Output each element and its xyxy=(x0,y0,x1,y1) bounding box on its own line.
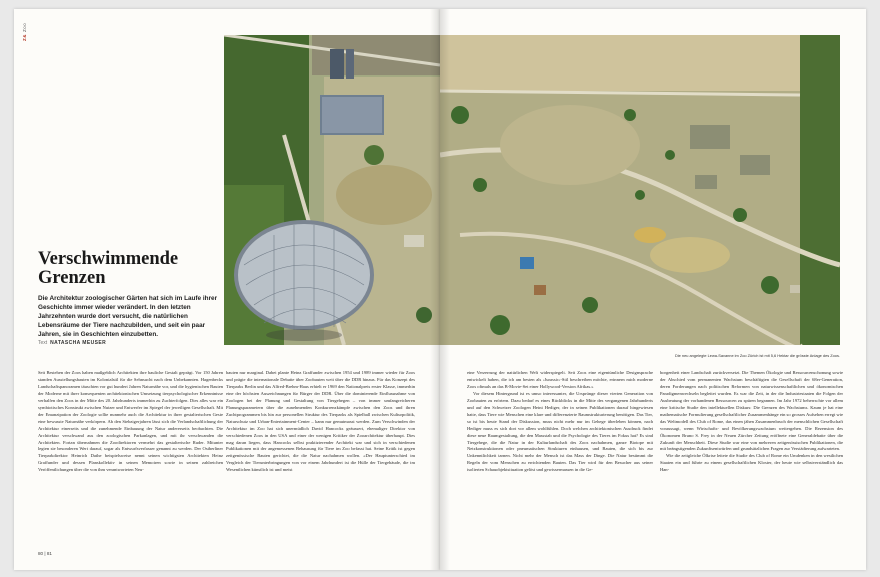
page-numbers: 80 | 81 xyxy=(38,551,52,556)
left-page xyxy=(14,9,440,570)
byline xyxy=(38,340,106,346)
right-page xyxy=(440,9,866,570)
article-lead: Die Architektur zoologischer Gärten hat sich im Laufe ihrer Geschichte immer wieder verändert. In den letzten Jahrzehnten wurde dort versucht, die natürlichen Lebensräume der Tiere nachzubilden, und seit ein paar Jahren, sie in Geschichten einzubetten. xyxy=(38,295,218,338)
paragraph: borgenheit einer Landschaft zurückversetzt. Die Themen Ökologie und Ressourcenschonung sowie der Abschied vom permanenten Wachstum beschäftigten die Gesellschaft der 68er-Generation, deren Forderungen nach politischen Reformen von naturwissenschaftlichen und ökonomischen Paradigmenwechseln begleitet wurden. Es war die Zeit, in der die Industriestaaten die Folgen der Ausbeutung der vorhandenen Ressourcen zu spüren begannen. Im Jahr 1972 beherrschte vor allem eine kritische Studie den intellektuellen Diskurs: Die Grenzen des Wachstums. Kaum je hat eine mathematische Formulierung gesellschaftlicher Zusammenhänge ein so grosses Aufsehen erregt wie das Weltmodell des Club of Rome, das einen jähen Zusammenbruch der menschlichen Gesellschaft voraussagt, wenn Wirtschafts- und Bevölkerungswachstum weitergehen. Die Rezension des Ökonomen Bruno S. Frey in der Neuen Zürcher Zeitung eröffnete eine Generaldebatte über die Zukunft der Menschheit. Diese Studie war eine von mehreren zeitgenössischen Publikationen, die mit beängstigenden Zukunftsentwürfen und grundsätzlichen Fragen zur Verstädterung aufwarteten. xyxy=(660,370,843,452)
paragraph: eine Verzerrung der natürlichen Welt widerspiegelt. Seit Zoos eine eigentümliche Designsprache entwickelt haben, die ich am besten als ‹Jurassic›-Stil beschreiben möchte, erinnern mich moderne Zoos oftmals an das B-Movie-Set einer Hollywood-Version Afrikas.» xyxy=(467,370,653,389)
body-column-right-1 xyxy=(467,370,653,474)
section-prefix: Z& xyxy=(22,34,27,41)
body-column-left-2 xyxy=(226,370,415,474)
paragraph: Seit Bestehen der Zoos haben maßgeblich Architekten ihre bauliche Gestalt geprägt. Vor 150 Jahren standen Ausstellungsbauten im Kolonialstil für die Sehnsucht nach dem Unbekannten. Hagenbecks Landschaftspanoramen täuschten vor gut hundert Jahren Naturnähe vor, und die hygienischen Bauten der Moderne mit ihrer konsequenten architektonischen Umsetzung tierpsychologischer Erkenntnisse verhalfen den Zoos in der Mitte des 20. Jahrhunderts immerhin zu Zuchterfolgen. Dies alles war ein symbiotisches Konstrukt zwischen Nutzer und Entwerfer im Spiegel der jeweiligen Gesellschaft. Mit der Emanzipation der Zoologie sollte nunmehr auch die Architektur in ihrer gestalterischen Geste eine bewusste Naturnähe verkörpern. Ab den Siebzigerjahren lässt sich die Verlandschaftlichung der Architektur einerseits und die zunehmende Einbauung der Natur andererseits beobachten. Die Architektur verschwand aus den zoologischen Parkanlagen, und mit ihr verschwanden die Architekten. Fortan übernahmen die Zoodirektoren vermehrt das gestalterische Ruder. Mitunter legten sie besonderen Wert darauf, sogar als Entwurfsverfasser genannt zu werden. Der Ostberliner Tierparkdirektor Heinrich Dathe beispielsweise nennt seinen wichtigsten Architekten Heinz Graffunder und dessen Planskollektiv in seinen Memoiren sowie in seinen zahlreichen Veröffentlichungen über die von ihm verantworteten Neu- xyxy=(38,370,223,473)
photo-caption: Die neu angelegte Lewa-Savanne im Zoo Zürich ist mit 5,6 Hektar die grösste Anlage des Zoos. xyxy=(674,353,840,358)
paragraph: Wie die zeitgleiche Ölkrise leitete die Studie des Club of Rome ein Umdenken in den westlichen Staaten ein und führte zu einem gesellschaftlichen Kloster, der heute wie selbstverständlich das Han- xyxy=(660,453,843,473)
body-column-right-2 xyxy=(660,370,843,474)
author-name: NATASCHA MEUSER xyxy=(50,340,107,346)
aerial-photo-left-graphic xyxy=(224,35,440,345)
byline-label: Text xyxy=(38,340,48,346)
section-label xyxy=(22,23,27,41)
paragraph: Vor diesem Hintergrund ist es umso interessanter, die Ursprünge dieser vierten Generation von Zoobauten zu erörtern. Dazu bedarf es eines Rückblicks in die Mitte des vergangenen Jahrhunderts und auf den Schweizer Zoologen Heini Hediger, der in seinen Publikationen darauf hingewiesen hatte, dass Tiere wie Menschen eine klare und differenzierte Raumstrukturierung benötigen. Das Tier, so ist bis heute Stand der Diskussion, muss nicht mehr nur im Gehege überleben können, nach Hediger muss es sich dort vor allem wohlfühlen. Doch welchen architektonischen Ausdruck findet diese neue Raumgestaltung, die den Massstab und die Psychologie des Tieres im Fokus hat? Es sind Tiergehege, die die Natur in der Kulturlandschaft des Zoos nachahmen, ganze Biotope mit Netzkonstruktionen oder pneumatischen Strukturen einhausen, und Bauten, die sich bis zur Unkenntlichkeit tarnen. Nicht mehr der Mensch ist das Mass der Dinge. Die Natur bestimmt die Regeln der vom Menschen zu errichtenden Bauten. Das Tier wird für den Besucher aus seiner isolierten Schauobjektsituation gelöst und gewissermassen in die Ge- xyxy=(467,390,653,473)
article-title: Verschwimmende Grenzen xyxy=(38,249,179,289)
paragraph: bauten nur marginal. Dabei plante Heinz Graffunder zwischen 1954 und 1989 immer wieder für Zoos und prägte die internationale Debatte über Zoobauten weit über die DDR hinaus. Für das Konzept des Tierparks Berlin und das Alfred-Brehm-Haus erhielt er 1969 den Nationalpreis erster Klasse, immerhin eine der höchsten Auszeichnungen für Bürger der DDR. Über die dominierende Einflussnahme von Zoologen bei der Planung und Gestaltung von Tiergehegen – von immer umfangreicheren Planungsparametern über die zunehmenden Konkurrenzkämpfe zwischen den Zoos und ihren Zuchtprogrammen bis hin zur personellen Struktur des Tierparks als Spielball zwischen Kulturpolitik, Naturschutz und Urban-Entertainment-Center – kann nur gemutmasst werden. Zum Verschwinden der Architektur im Zoo hat sich unermüdlich David Hancocks geäussert, ehemaliger Direktor von verschiedenen Zoos in den USA und einer der wenigen Kritiker der Zooarchitektur überhaupt. Dies mag daran liegen, dass Hancocks selbst praktizierender Architekt war und sich in verschiedenen Publikationen mit der angemessenen Behausung für Tiere im Zoo befasst hat. Seine Kritik ist gegen zeitgenössische Bauten gerichtet, die die Natur nachahmen wollen. «Der Hauptunterschied im Vergleich der Tierunterbringungen von vor einem Jahrhundert ist die Hülle der Tiergebäude, die im Wesentlichen künstlich ist und meist xyxy=(226,370,415,473)
aerial-photo-right xyxy=(440,35,840,345)
aerial-photo-right-graphic xyxy=(440,35,840,345)
aerial-photo-left xyxy=(224,35,440,345)
body-column-left-1 xyxy=(38,370,223,474)
section-name: Zoo xyxy=(22,22,27,32)
